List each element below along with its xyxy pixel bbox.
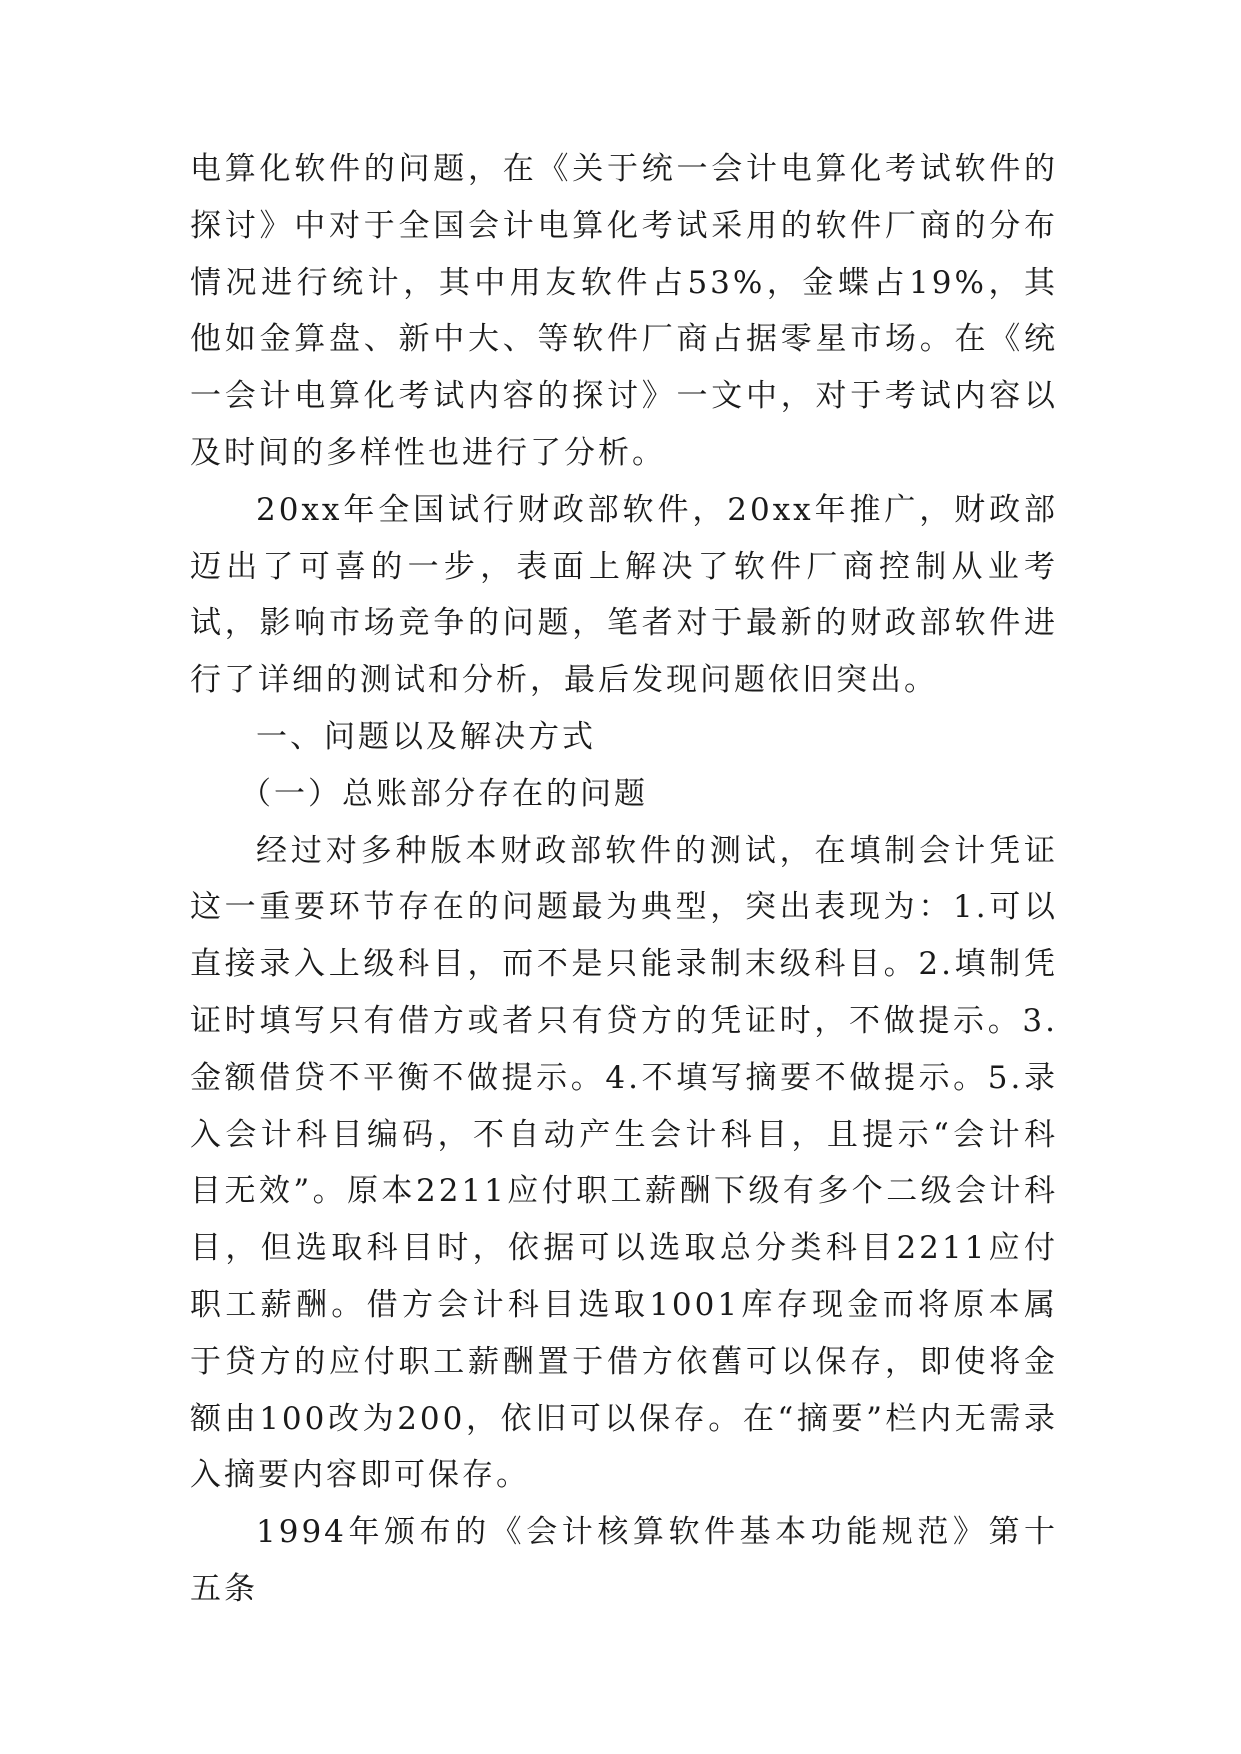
section-heading: 一、问题以及解决方式 [256,718,596,755]
paragraph-continuation: 电算化软件的问题，在《关于统一会计电算化考试软件的探讨》中对于全国会计电算化考试采用的软件厂商的分布情况进行统计，其中用友软件占53%，金蝶占19%，其他如金算盘、新中大、等软件厂商占据零星市场。在《统一会计电算化考试内容的探讨》一文中，对于考试内容以及时间的多样性也进行了分析。 [190,151,1058,471]
subsection-heading: （一）总账部分存在的问题 [240,775,648,812]
paragraph-ministry-software: 20xx年全国试行财政部软件，20xx年推广，财政部迈出了可喜的一步，表面上解决了软件厂商控制从业考试，影响市场竞争的问题，笔者对于最新的财政部软件进行了详细的测试和分析，最后发现问题依旧突出。 [190,491,1058,699]
document-page [190,141,1058,1618]
paragraph-ledger-problems: 经过对多种版本财政部软件的测试，在填制会计凭证这一重要环节存在的问题最为典型，突出表现为：1.可以直接录入上级科目，而不是只能录制末级科目。2.填制凭证时填写只有借方或者只有贷方的凭证时，不做提示。3.金额借贷不平衡不做提示。4.不填写摘要不做提示。5.录入会计科目编码，不自动产生会计科目，且提示“会计科目无效”。原本2211应付职工薪酬下级有多个二级会计科目，但选取科目时，依据可以选取总分类科目2211应付职工薪酬。借方会计科目选取1001库存现金而将原本属于贷方的应付职工薪酬置于借方依舊可以保存，即使将金额由100改为200，依旧可以保存。在“摘要”栏内无需录入摘要内容即可保存。 [190,832,1058,1494]
paragraph-1994-regulation: 1994年颁布的《会计核算软件基本功能规范》第十五条 [190,1514,1058,1607]
